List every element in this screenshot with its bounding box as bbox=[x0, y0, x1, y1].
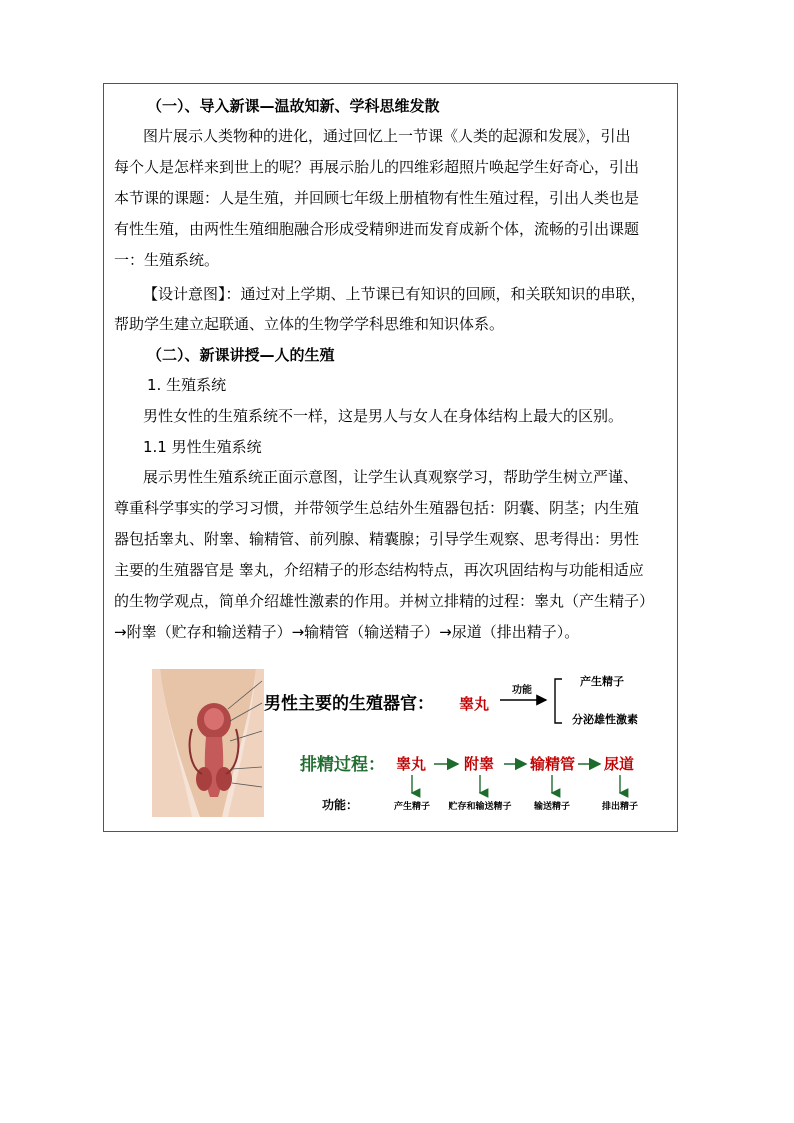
step-function-vas-deferens: 输送精子 bbox=[533, 802, 571, 812]
paragraph-line: 本节课的课题：人是生殖，并回顾七年级上册植物有性生殖过程，引出人类也是 bbox=[114, 189, 640, 207]
function-secrete-hormone: 分泌雄性激素 bbox=[572, 713, 638, 726]
anatomy-illustration bbox=[152, 669, 264, 817]
paragraph-line: 一：生殖系统。 bbox=[114, 251, 220, 269]
paragraph-line: 器包括睾丸、附睾、输精管、前列腺、精囊腺；引导学生观察、思考得出：男性 bbox=[114, 530, 640, 548]
function-word: 功能 bbox=[512, 685, 532, 696]
paragraph-line: 展示男性生殖系统正面示意图，让学生认真观察学习，帮助学生树立严谨、 bbox=[143, 468, 639, 486]
process-step-testis: 睾丸 bbox=[396, 755, 427, 773]
step-function-epididymis: 贮存和输送精子 bbox=[448, 802, 512, 812]
paragraph-line: 的生物学观点，简单介绍雄性激素的作用。并树立排精的过程：睾丸（产生精子） bbox=[114, 592, 655, 610]
paragraph-line: 每个人是怎样来到世上的呢？再展示胎儿的四维彩超照片唤起学生好奇心，引出 bbox=[114, 158, 640, 176]
item-reproductive-system: 1. 生殖系统 bbox=[147, 376, 227, 394]
main-organ-testis: 睾丸 bbox=[459, 695, 490, 713]
section1-heading: （一）、导入新课—温故知新、学科思维发散 bbox=[147, 97, 440, 115]
paragraph-line: 主要的生殖器官是 睾丸，介绍精子的形态结构特点，再次巩固结构与功能相适应 bbox=[114, 561, 644, 579]
function-bracket bbox=[555, 679, 562, 723]
design-intent-line: 【设计意图】：通过对上学期、上节课已有知识的回顾，和关联知识的串联， bbox=[143, 285, 646, 303]
step-function-testis: 产生精子 bbox=[393, 802, 431, 812]
paragraph-line: →附睾（贮存和输送精子）→输精管（输送精子）→尿道（排出精子）。 bbox=[114, 623, 580, 641]
step-function-urethra: 排出精子 bbox=[601, 802, 639, 812]
process-step-urethra: 尿道 bbox=[604, 755, 635, 773]
paragraph-line: 有性生殖，由两性生殖细胞融合形成受精卵进而发育成新个体，流畅的引出课题 bbox=[114, 220, 640, 238]
main-organ-label: 男性主要的生殖器官： bbox=[264, 694, 434, 714]
item-male-reproductive-system: 1.1 男性生殖系统 bbox=[143, 438, 262, 456]
paragraph-line: 图片展示人类物种的进化，通过回忆上一节课《人类的起源和发展》，引出 bbox=[143, 127, 631, 145]
process-step-epididymis: 附睾 bbox=[464, 755, 495, 773]
function-produce-sperm: 产生精子 bbox=[580, 675, 624, 688]
function-label: 功能： bbox=[322, 798, 359, 812]
process-label: 排精过程： bbox=[300, 755, 385, 775]
section2-heading: （二）、新课讲授—人的生殖 bbox=[147, 346, 335, 364]
paragraph-line: 尊重科学事实的学习习惯，并带领学生总结外生殖器包括：阴囊、阴茎；内生殖 bbox=[114, 499, 640, 517]
male-reproductive-figure bbox=[152, 665, 668, 820]
process-step-vas-deferens: 输精管 bbox=[530, 755, 576, 773]
design-intent-line: 帮助学生建立起联通、立体的生物学学科思维和知识体系。 bbox=[114, 315, 505, 333]
paragraph-line: 男性女性的生殖系统不一样，这是男人与女人在身体结构上最大的区别。 bbox=[143, 407, 624, 425]
spermatic-process-diagram bbox=[264, 665, 668, 820]
